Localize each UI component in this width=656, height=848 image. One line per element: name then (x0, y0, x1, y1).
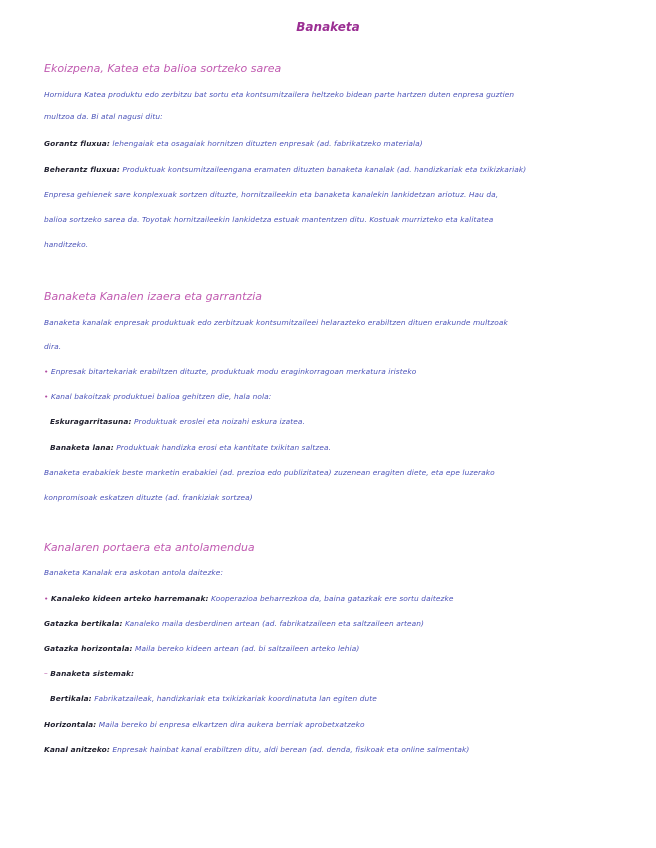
term-text: Kooperazioa beharrezkoa da, baina gatazkak ere sortu daitezke (211, 594, 454, 603)
definition-item (50, 443, 624, 453)
term-label: Banaketa sistemak: (50, 669, 135, 678)
paragraph-line: Banaketa kanalak enpresak produktuak edo zerbitzuak kontsumitzaileei helarazteko erabiltzen dituen erakunde multzoak (44, 318, 508, 327)
definition-item (44, 139, 618, 149)
bullet-item (44, 367, 618, 377)
bullet-text: Kanal bakoitzak produktuei balioa gehitzen die, hala nola: (50, 392, 272, 401)
definition-item (44, 745, 618, 755)
definition-item (44, 619, 618, 629)
section-heading: Ekoizpena, Katea eta balioa sortzeko sarea (44, 62, 282, 75)
term-label: Gatazka horizontala: (44, 644, 133, 653)
definition-item (50, 694, 624, 704)
term-label: Eskuragarritasuna: (50, 417, 132, 426)
definition-item (44, 165, 618, 175)
term-text: Produktuak handizka erosi eta kantitate txikitan saltzea. (116, 443, 332, 452)
term-text: Maila bereko kideen artean (ad. bi saltzaileen arteko lehia) (134, 644, 360, 653)
term-label: Kanal anitzeko: (44, 745, 110, 754)
definition-item (44, 720, 618, 730)
term-label: Beherantz fluxua: (44, 165, 120, 174)
term-text: Kanaleko maila desberdinen artean (ad. fabrikatzaileen eta saltzaileen artean) (125, 619, 425, 628)
bullet-item (44, 392, 618, 402)
paragraph-line: Hornidura Katea produktu edo zerbitzu bat sortu eta kontsumitzailera heltzeko bidean parte hartzen duten enpresa guztien (44, 90, 515, 99)
term-text: Produktuak eroslei eta noizahi eskura izatea. (134, 417, 306, 426)
term-label: Bertikala: (50, 694, 92, 703)
term-text: Maila bereko bi enpresa elkartzen dira aukera berriak aprobetxatzeko (98, 720, 365, 729)
term-label: Banaketa lana: (50, 443, 114, 452)
section-heading: Kanalaren portaera eta antolamendua (44, 541, 255, 554)
term-label: Gorantz fluxua: (44, 139, 110, 148)
paragraph-line: Banaketa Kanalak era askotan antola daitezke: (44, 568, 224, 577)
bullet-item (44, 594, 618, 604)
bullet-icon: • (44, 594, 49, 603)
term-label: Kanaleko kideen arteko harremanak: (50, 594, 209, 603)
paragraph-line: Banaketa erabakiek beste marketin erabakiei (ad. prezioa edo publizitatea) zuzenean eragiten diete, eta epe luzerako (44, 468, 495, 477)
paragraph-line: handitzeko. (44, 240, 89, 249)
definition-item (50, 417, 624, 427)
term-label: Horizontala: (44, 720, 97, 729)
page-title: Banaketa (296, 20, 360, 34)
definition-item (44, 644, 618, 654)
paragraph-line: Enpresa gehienek sare konplexuak sortzen dituzte, hornitzaileekin eta banaketa kanalekin lankidetzan ariotuz. Hau da, (44, 190, 499, 199)
paragraph-line: konpromisoak eskatzen dituzte (ad. frankiziak sortzea) (44, 493, 253, 502)
bullet-icon: • (44, 392, 49, 401)
term-text: lehengaiak eta osagaiak hornitzen dituzten enpresak (ad. fabrikatzeko materiala) (112, 139, 423, 148)
paragraph-line: multzoa da. Bi atal nagusi ditu: (44, 112, 163, 121)
section-heading: Banaketa Kanalen izaera eta garrantzia (44, 290, 263, 303)
dash-item (44, 669, 618, 679)
paragraph-line: balioa sortzeko sarea da. Toyotak hornitzaileekin lankidetza estuak mantentzen ditu. Kostuak murrizteko eta kalitatea (44, 215, 494, 224)
dash-icon: – (44, 669, 48, 678)
term-text: Produktuak kontsumitzaileengana eramaten dituzten banaketa kanalak (ad. handizkariak eta txikizkariak) (122, 165, 527, 174)
term-label: Gatazka bertikala: (44, 619, 123, 628)
bullet-icon: • (44, 367, 49, 376)
term-text: Fabrikatzaileak, handizkariak eta txikizkariak koordinatuta lan egiten dute (94, 694, 377, 703)
bullet-text: Enpresak bitartekariak erabiltzen dituzte, produktuak modu eraginkorragoan merkatura iristeko (50, 367, 417, 376)
paragraph-line: dira. (44, 342, 62, 351)
term-text: Enpresak hainbat kanal erabiltzen ditu, aldi berean (ad. denda, fisikoak eta online salmentak) (112, 745, 470, 754)
